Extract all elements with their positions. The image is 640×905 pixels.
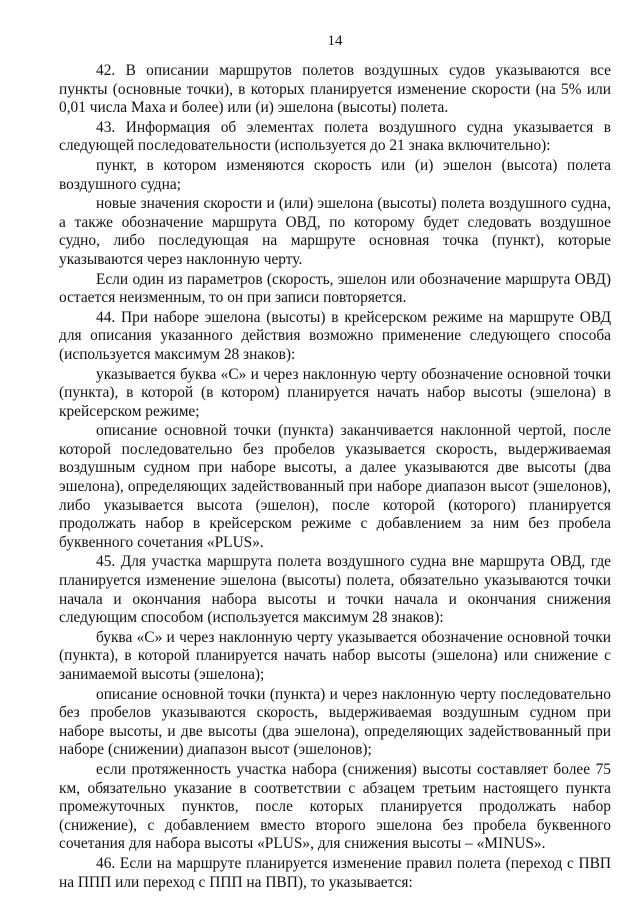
paragraph-46-intro: 46. Если на маршруте планируется изменение правил полета (переход с ПВП на ППП или переход с ППП на ПВП), то указывается: <box>59 854 611 891</box>
document-body <box>59 62 611 893</box>
paragraph-44-intro: 44. При наборе эшелона (высоты) в крейсерском режиме на маршруте ОВД для описания указанного действия возможно применение следующего способа (используется максимум 28 знаков): <box>59 308 611 363</box>
paragraph-43-item-point: пункт, в котором изменяются скорость или (и) эшелон (высота) полета воздушного судна; <box>59 156 611 193</box>
paragraph-43-intro: 43. Информация об элементах полета воздушного судна указывается в следующей последовательности (используется до 21 знака включительно): <box>59 118 611 155</box>
paragraph-45-intro: 45. Для участка маршрута полета воздушного судна вне маршрута ОВД, где планируется изменение эшелона (высоты) полета, обязательно указываются точки начала и окончания набора высоты и точки начала и окончания снижения следующим способом (используется максимум 28 знаков): <box>59 553 611 627</box>
paragraph-44-item-letter: указывается буква «С» и через наклонную черту обозначение основной точки (пункта), в которой (в котором) планируется начать набор высоты (эшелона) в крейсерском режиме; <box>59 365 611 420</box>
paragraph-44-item-description: описание основной точки (пункта) заканчивается наклонной чертой, после которой последовательно без пробелов указывается скорость, выдерживаемая воздушным судном при наборе высоты, а далее указываются две высоты (два эшелона), определяющих задействованный при наборе диапазон высот (эшелонов), либо указывается высота (эшелон), после которой (которого) планируется продолжать набор в крейсерском режиме с добавлением за ним без пробела буквенного сочетания «PLUS». <box>59 422 611 551</box>
paragraph-42-intro: 42. В описании маршрутов полетов воздушных судов указываются все пункты (основные точки), в которых планируется изменение скорости (на 5% или 0,01 числа Маха и более) или (и) эшелона (высоты) полета. <box>59 62 611 117</box>
paragraph-45-item-letter: буква «С» и через наклонную черту указывается обозначение основной точки (пункта), в которой планируется начать набор высоты (эшелона) или снижение с занимаемой высоты (эшелона); <box>59 628 611 683</box>
page-number: 14 <box>327 33 343 49</box>
paragraph-43-item-values: новые значения скорости и (или) эшелона (высоты) полета воздушного судна, а также обозначение маршрута ОВД, по которому будет следовать воздушное судно, либо последующая на маршруте основная точка (пункт), которые указываются через наклонную черту. <box>59 195 611 268</box>
paragraph-43-note: Если один из параметров (скорость, эшелон или обозначение маршрута ОВД) остается неизменным, то он при записи повторяется. <box>59 270 611 307</box>
paragraph-45-item-distance: если протяженность участка набора (снижения) высоты составляет более 75 км, обязательно указание в соответствии с абзацем третьим настоящего пункта промежуточных пунктов, после которых планируется продолжать набор (снижение), с добавлением вместо второго эшелона без пробела буквенного сочетания для набора высоты «PLUS», для снижения высоты – «MINUS». <box>59 760 611 853</box>
paragraph-45-item-description: описание основной точки (пункта) и через наклонную черту последовательно без пробелов указываются скорость, выдерживаемая воздушным судном при наборе высоты, и две высоты (два эшелона), определяющих задействованный при наборе (снижении) диапазон высот (эшелонов); <box>59 685 611 759</box>
